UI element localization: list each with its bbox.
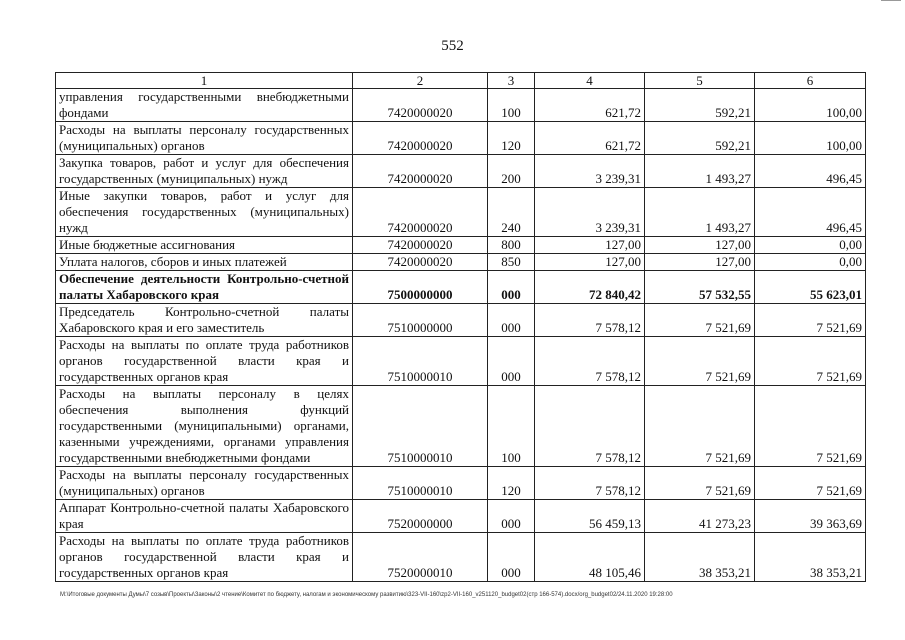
- row-name: Уплата налогов, сборов и иных платежей: [56, 254, 353, 271]
- page-number: 552: [441, 38, 464, 54]
- header-col-1: 1: [56, 73, 353, 89]
- row-target-code: 7520000000: [353, 500, 488, 533]
- row-amount-col4: 127,00: [535, 237, 645, 254]
- footer-file-path: M:\Итоговые документы Думы\7 созыв\Проекты\Законы\2 чтение\Комитет по бюджету, налогам и экономическому развитию\323-VII-160\zp2-VII-160_v251120_budget02(стр 166-574).docx/org_budget02/24.11.2020 19:28:00: [60, 592, 673, 598]
- row-amount-col5: 7 521,69: [645, 386, 755, 467]
- row-name: управления государственными внебюджетными фондами: [56, 89, 353, 122]
- row-target-code: 7420000020: [353, 254, 488, 271]
- row-expense-type: 100: [488, 386, 535, 467]
- row-target-code: 7420000020: [353, 155, 488, 188]
- table-row: [56, 500, 866, 533]
- row-amount-col6: 55 623,01: [755, 271, 866, 304]
- row-name: Обеспечение деятельности Контрольно-счетной палаты Хабаровского края: [56, 271, 353, 304]
- row-amount-col6: 38 353,21: [755, 533, 866, 582]
- header-row: [56, 73, 866, 89]
- row-amount-col6: 100,00: [755, 89, 866, 122]
- table-row: [56, 271, 866, 304]
- row-amount-col5: 592,21: [645, 89, 755, 122]
- row-target-code: 7420000020: [353, 89, 488, 122]
- row-name: Расходы на выплаты персоналу государственных (муниципальных) органов: [56, 467, 353, 500]
- row-amount-col4: 127,00: [535, 254, 645, 271]
- row-expense-type: 000: [488, 337, 535, 386]
- row-name: Председатель Контрольно-счетной палаты Хабаровского края и его заместитель: [56, 304, 353, 337]
- row-name: Расходы на выплаты по оплате труда работников органов государственной власти края и государственных органов края: [56, 533, 353, 582]
- row-amount-col5: 127,00: [645, 237, 755, 254]
- header-col-6: 6: [755, 73, 866, 89]
- row-amount-col6: 0,00: [755, 254, 866, 271]
- header-col-2: 2: [353, 73, 488, 89]
- row-name: Расходы на выплаты по оплате труда работников органов государственной власти края и государственных органов края: [56, 337, 353, 386]
- row-amount-col4: 56 459,13: [535, 500, 645, 533]
- table-row: [56, 304, 866, 337]
- row-target-code: 7420000020: [353, 122, 488, 155]
- row-amount-col4: 48 105,46: [535, 533, 645, 582]
- table-row: [56, 89, 866, 122]
- header-col-4: 4: [535, 73, 645, 89]
- table-row: [56, 337, 866, 386]
- table-row: [56, 188, 866, 237]
- row-target-code: 7510000010: [353, 386, 488, 467]
- row-target-code: 7510000010: [353, 337, 488, 386]
- row-amount-col5: 127,00: [645, 254, 755, 271]
- row-amount-col6: 7 521,69: [755, 337, 866, 386]
- row-amount-col6: 100,00: [755, 122, 866, 155]
- row-target-code: 7520000010: [353, 533, 488, 582]
- row-expense-type: 240: [488, 188, 535, 237]
- page-corner-mark: [881, 0, 901, 1]
- row-amount-col6: 39 363,69: [755, 500, 866, 533]
- row-amount-col4: 7 578,12: [535, 304, 645, 337]
- budget-table: [55, 72, 866, 582]
- row-expense-type: 100: [488, 89, 535, 122]
- row-target-code: 7420000020: [353, 237, 488, 254]
- row-expense-type: 000: [488, 500, 535, 533]
- table-row: [56, 155, 866, 188]
- row-expense-type: 120: [488, 122, 535, 155]
- row-expense-type: 120: [488, 467, 535, 500]
- row-target-code: 7500000000: [353, 271, 488, 304]
- table-body: [56, 89, 866, 582]
- row-expense-type: 000: [488, 271, 535, 304]
- row-amount-col6: 7 521,69: [755, 467, 866, 500]
- row-target-code: 7510000010: [353, 467, 488, 500]
- row-amount-col6: 7 521,69: [755, 304, 866, 337]
- row-name: Иные бюджетные ассигнования: [56, 237, 353, 254]
- table-row: [56, 467, 866, 500]
- row-name: Закупка товаров, работ и услуг для обеспечения государственных (муниципальных) нужд: [56, 155, 353, 188]
- row-amount-col5: 1 493,27: [645, 155, 755, 188]
- row-expense-type: 800: [488, 237, 535, 254]
- row-amount-col4: 7 578,12: [535, 467, 645, 500]
- row-name: Расходы на выплаты персоналу в целях обеспечения выполнения функций государственными (муниципальными) органами, казенными учреждениями, органами управления государственными внебюджетными фондами: [56, 386, 353, 467]
- row-name: Иные закупки товаров, работ и услуг для обеспечения государственных (муниципальных) нужд: [56, 188, 353, 237]
- table-row: [56, 237, 866, 254]
- table-row: [56, 122, 866, 155]
- row-amount-col5: 592,21: [645, 122, 755, 155]
- row-amount-col5: 7 521,69: [645, 304, 755, 337]
- row-amount-col6: 496,45: [755, 155, 866, 188]
- table-row: [56, 533, 866, 582]
- row-amount-col4: 621,72: [535, 89, 645, 122]
- header-col-3: 3: [488, 73, 535, 89]
- row-amount-col6: 496,45: [755, 188, 866, 237]
- row-amount-col5: 57 532,55: [645, 271, 755, 304]
- row-amount-col5: 7 521,69: [645, 467, 755, 500]
- row-amount-col4: 3 239,31: [535, 188, 645, 237]
- row-amount-col4: 621,72: [535, 122, 645, 155]
- row-name: Расходы на выплаты персоналу государственных (муниципальных) органов: [56, 122, 353, 155]
- row-amount-col6: 0,00: [755, 237, 866, 254]
- row-amount-col4: 7 578,12: [535, 386, 645, 467]
- table-row: [56, 386, 866, 467]
- row-amount-col5: 7 521,69: [645, 337, 755, 386]
- row-amount-col5: 41 273,23: [645, 500, 755, 533]
- row-target-code: 7510000000: [353, 304, 488, 337]
- row-amount-col5: 38 353,21: [645, 533, 755, 582]
- row-expense-type: 200: [488, 155, 535, 188]
- row-amount-col6: 7 521,69: [755, 386, 866, 467]
- row-amount-col4: 3 239,31: [535, 155, 645, 188]
- row-expense-type: 850: [488, 254, 535, 271]
- row-expense-type: 000: [488, 533, 535, 582]
- row-name: Аппарат Контрольно-счетной палаты Хабаровского края: [56, 500, 353, 533]
- row-amount-col4: 72 840,42: [535, 271, 645, 304]
- row-expense-type: 000: [488, 304, 535, 337]
- row-amount-col5: 1 493,27: [645, 188, 755, 237]
- header-col-5: 5: [645, 73, 755, 89]
- row-target-code: 7420000020: [353, 188, 488, 237]
- table-row: [56, 254, 866, 271]
- row-amount-col4: 7 578,12: [535, 337, 645, 386]
